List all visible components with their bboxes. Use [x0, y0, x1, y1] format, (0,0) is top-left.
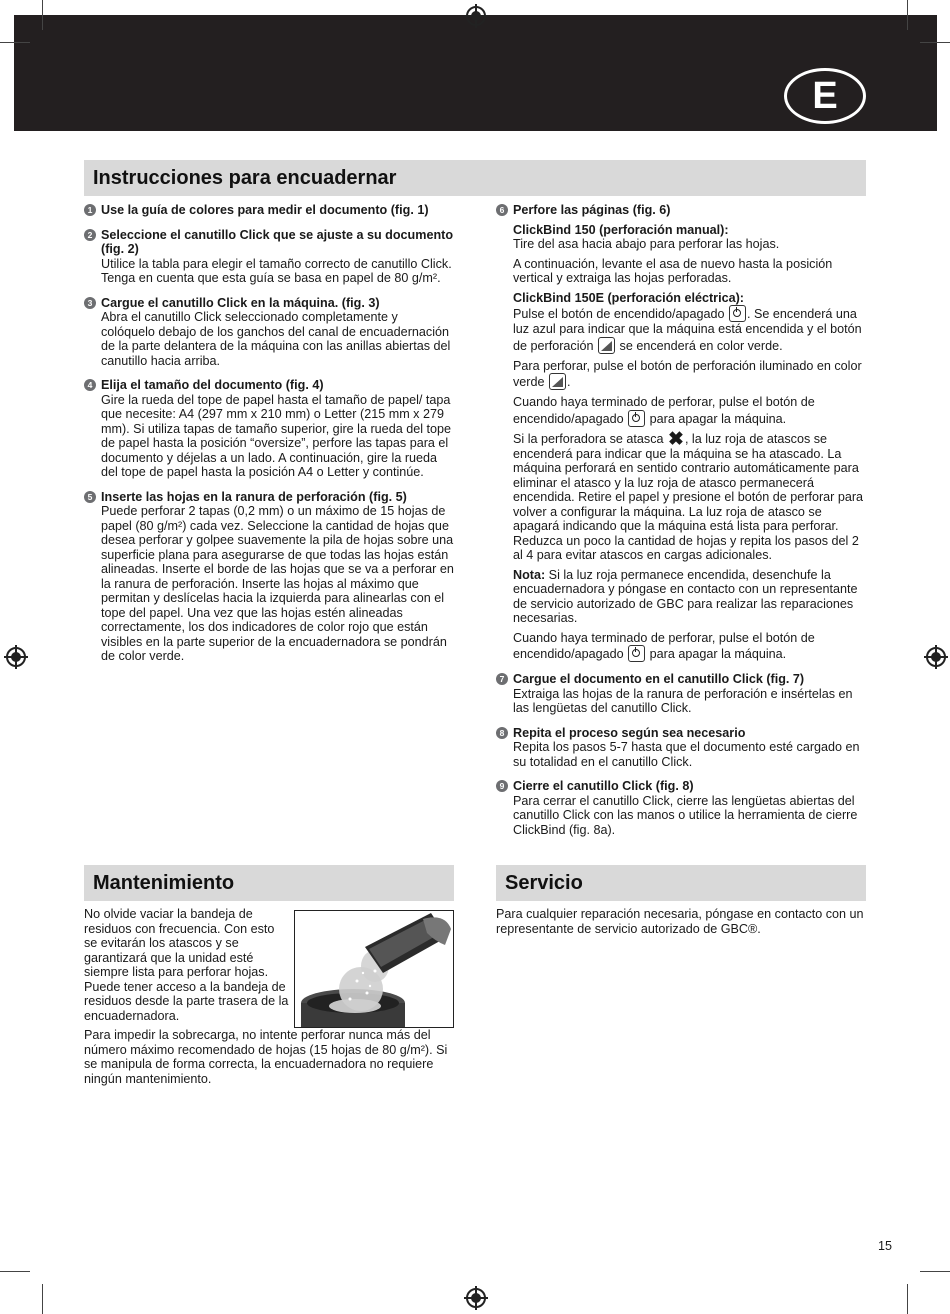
binding-left-column	[84, 203, 454, 674]
step-number: 1	[84, 204, 96, 216]
service-text: Para cualquier reparación necesaria, póngase en contacto con un representante de servicio autorizado de GBC®.	[496, 907, 864, 936]
step-text: Extraiga las hojas de la ranura de perforación e insértelas en las lengüetas del canutillo Click.	[513, 686, 853, 715]
step-number: 7	[496, 673, 508, 685]
text-run: para apagar la máquina.	[649, 647, 787, 661]
crop-mark	[0, 42, 30, 43]
step-text: Para cerrar el canutillo Click, cierre las lengüetas abiertas del canutillo Click con las manos o utilice la herramienta de cierre ClickBind (fig. 8a).	[513, 793, 858, 837]
text-run: .	[567, 375, 571, 389]
maintenance-text: Para impedir la sobrecarga, no intente perforar nunca más del número máximo recomendado de hojas (15 hojas de 80 g/m²). Si se manipula de forma correcta, la encuadernadora no requiere ningún mantenimiento.	[84, 1028, 448, 1086]
electric-text	[513, 428, 868, 563]
punch-button-icon	[549, 373, 566, 390]
registration-mark-icon	[466, 1288, 486, 1308]
text-run: . Se encenderá una luz azul para indicar que la máquina está encendida y el botón de perforación	[513, 307, 862, 353]
step-text: Puede perforar 2 tapas (0,2 mm) o un máximo de 15 hojas de papel (80 g/m²) cada vez. Seleccione la cantidad de hojas que desea perforar y golpee suavemente la pila de hojas sobre una superficie plana para asegurarse de que todas las hojas están alineadas. Inserte el borde de las hojas que se va a perforar en la ranura de perforación. Inserte las hojas al máximo que permitan y deslícelas hacia la izquierda para alinearlas con el tope del papel. Una vez que las hojas estén alineadas correctamente, los dos indicadores de color rojo que están visibles en la parte superior de la encuadernadora se pondrán de color verde.	[101, 504, 454, 663]
step-title: Perfore las páginas (fig. 6)	[513, 203, 671, 217]
registration-mark-icon	[6, 647, 26, 667]
step-5	[84, 490, 454, 664]
crop-mark	[920, 42, 950, 43]
text-run: Pulse el botón de encendido/apagado	[513, 307, 725, 321]
step-text: Repita los pasos 5-7 hasta que el documento esté cargado en su totalidad en el canutillo Click.	[513, 740, 860, 769]
crop-mark	[42, 0, 43, 30]
power-button-icon	[729, 305, 746, 322]
text-run: Si la luz roja permanece encendida, desenchufe la encuadernadora y póngase en contacto con un representante de servicio autorizado de GBC para realizar las reparaciones necesarias.	[513, 567, 858, 625]
step-title: Cargue el canutillo Click en la máquina. (fig. 3)	[101, 295, 380, 310]
step-title: Elija el tamaño del documento (fig. 4)	[101, 378, 324, 392]
crop-mark	[920, 1271, 950, 1272]
step-title: Cierre el canutillo Click (fig. 8)	[513, 779, 694, 793]
power-button-icon	[628, 645, 645, 662]
binding-section-title: Instrucciones para encuadernar	[84, 160, 866, 196]
manual-subhead: ClickBind 150 (perforación manual):	[513, 222, 729, 237]
text-run: Cuando haya terminado de perforar, pulse el botón de encendido/apagado	[513, 395, 815, 426]
step-7	[496, 672, 868, 716]
waste-tray-emptying-icon	[295, 911, 453, 1027]
crop-mark	[42, 1284, 43, 1314]
maintenance-section-title: Mantenimiento	[84, 865, 454, 901]
text-run: se encenderá en color verde.	[619, 338, 783, 353]
crop-mark	[0, 1271, 30, 1272]
power-button-icon	[628, 410, 645, 427]
step-text: Utilice la tabla para elegir el tamaño correcto de canutillo Click. Tenga en cuenta que esta guía se basa en papel de 80 g/m².	[101, 256, 452, 285]
step-title: Repita el proceso según sea necesario	[513, 725, 746, 740]
electric-text	[513, 359, 868, 391]
note-label: Nota:	[513, 567, 546, 582]
step-title: Cargue el documento en el canutillo Click (fig. 7)	[513, 672, 805, 686]
step-6	[496, 203, 868, 662]
text-run: para apagar la máquina.	[649, 411, 787, 426]
text-run: Para perforar, pulse el botón de perforación iluminado en color verde	[513, 358, 862, 389]
step-number: 3	[84, 297, 96, 309]
step-number: 5	[84, 491, 96, 503]
binding-right-column	[496, 203, 868, 847]
crop-mark	[907, 0, 908, 30]
manual-text: Tire del asa hacia abajo para perforar las hojas.	[513, 237, 780, 251]
step-3	[84, 296, 454, 369]
step-number: 9	[496, 780, 508, 792]
manual-text: A continuación, levante el asa de nuevo hasta la posición vertical y extraiga las hojas perforadas.	[513, 256, 833, 285]
service-section-title: Servicio	[496, 865, 866, 901]
registration-mark-icon	[926, 647, 946, 667]
electric-text	[513, 631, 868, 663]
maintenance-text: No olvide vaciar la bandeja de residuos con frecuencia. Con esto se evitarán los atascos y se garantizará que la unidad esté siempre lista para perforar hojas. Puede tener acceso a la bandeja de residuos desde la parte trasera de la encuadernadora.	[84, 907, 289, 1023]
text-run: Cuando haya terminado de perforar, pulse el botón de encendido/apagado	[513, 630, 815, 661]
text-run: Si la perforadora se atasca	[513, 431, 664, 446]
crop-mark	[907, 1284, 908, 1314]
step-title: Use la guía de colores para medir el documento (fig. 1)	[101, 203, 429, 217]
electric-text	[513, 305, 868, 354]
step-2	[84, 228, 454, 286]
step-text: Abra el canutillo Click seleccionado completamente y colóquelo debajo de los ganchos del canal de encuadernación de la parte delantera de la máquina con las anillas abiertas del canutillo hacia arriba.	[101, 310, 451, 368]
step-8	[496, 726, 868, 770]
punch-button-icon	[598, 337, 615, 354]
step-number: 8	[496, 727, 508, 739]
text-run: , la luz roja de atascos se encenderá para indicar que la máquina se ha atascado. La máquina perforará en sentido contrario automáticamente para eliminar el atasco y la luz roja de atasco permanecerá encendida. Retire el papel y presione el botón de perforar para volver a configurar la máquina. La luz roja de atasco se apagará indicando que la máquina está lista para perforar. Reduzca un poco la cantidad de hojas y repita los pasos del 2 al 4 para evitar atascos en cargas adicionales.	[513, 431, 864, 562]
jam-x-icon: ✖	[668, 428, 684, 450]
page-number: 15	[878, 1239, 893, 1253]
step-text: Gire la rueda del tope de papel hasta el tamaño de papel/ tapa que necesite: A4 (297 mm x 210 mm) o Letter (215 mm x 279 mm). Si utiliza tapas de tamaño superior, gire la rueda del tope de papel hasta la posición “oversize”, perfore las tapas para el documento y déjelas a un lado. A continuación, gire la rueda del tope de papel hasta la posición A4 o Letter y continúe.	[101, 392, 452, 479]
electric-subhead: ClickBind 150E (perforación eléctrica):	[513, 290, 744, 305]
step-1	[84, 203, 454, 218]
language-badge: E	[784, 68, 866, 124]
electric-text	[513, 395, 868, 427]
note-text	[513, 568, 868, 626]
step-4	[84, 378, 454, 480]
step-number: 4	[84, 379, 96, 391]
step-9	[496, 779, 868, 837]
step-number: 2	[84, 229, 96, 241]
step-number: 6	[496, 204, 508, 216]
step-title: Seleccione el canutillo Click que se ajuste a su documento (fig. 2)	[101, 227, 454, 256]
step-title: Inserte las hojas en la ranura de perforación (fig. 5)	[101, 489, 407, 504]
registration-mark-icon	[466, 6, 486, 26]
waste-tray-illustration	[294, 910, 454, 1028]
